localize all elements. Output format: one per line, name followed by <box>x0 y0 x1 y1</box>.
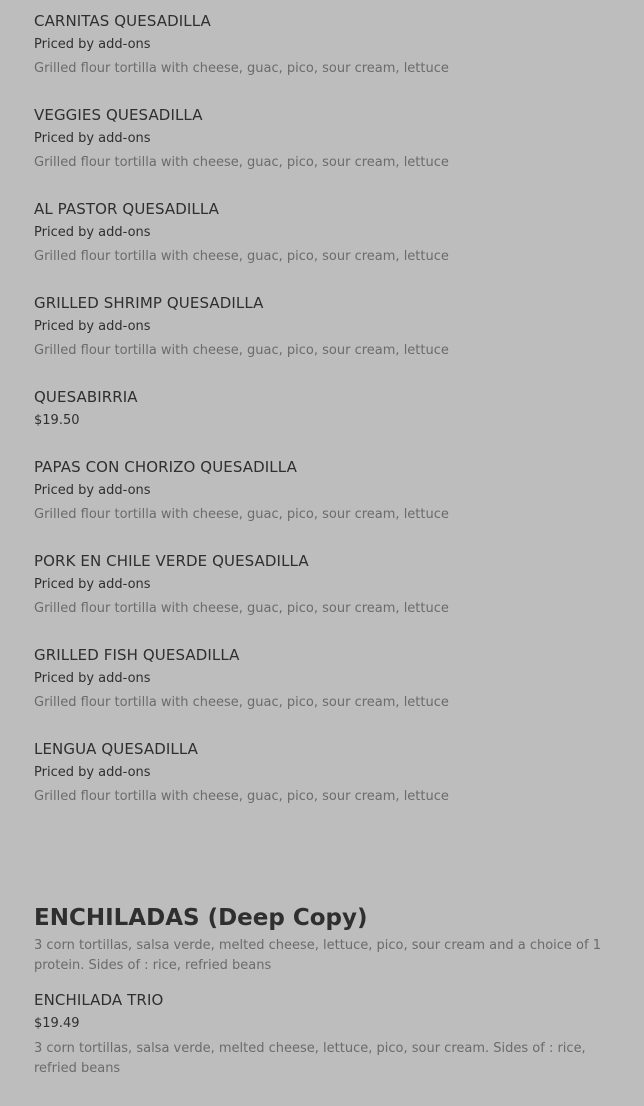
section-title: ENCHILADAS (Deep Copy) <box>34 905 368 931</box>
item-name: CARNITAS QUESADILLA <box>34 12 211 30</box>
item-description: Grilled flour tortilla with cheese, guac, pico, sour cream, lettuce <box>34 695 449 710</box>
menu-item[interactable] <box>34 457 624 524</box>
item-description: 3 corn tortillas, salsa verde, melted cheese, lettuce, pico, sour cream. Sides of : rice, refried beans <box>34 1041 586 1076</box>
item-price: $19.50 <box>34 413 80 428</box>
item-price: Priced by add-ons <box>34 131 151 146</box>
section-description: 3 corn tortillas, salsa verde, melted cheese, lettuce, pico, sour cream and a choice of 1 protein. Sides of : rice, refried beans <box>34 938 601 973</box>
item-price: Priced by add-ons <box>34 671 151 686</box>
item-name: VEGGIES QUESADILLA <box>34 106 203 124</box>
menu-item[interactable] <box>34 739 624 806</box>
menu-item[interactable] <box>34 11 624 78</box>
item-description: Grilled flour tortilla with cheese, guac, pico, sour cream, lettuce <box>34 155 449 170</box>
quesadilla-menu-list <box>34 11 624 833</box>
item-price: Priced by add-ons <box>34 37 151 52</box>
item-name: PAPAS CON CHORIZO QUESADILLA <box>34 458 297 476</box>
item-name: GRILLED FISH QUESADILLA <box>34 646 240 664</box>
item-price: Priced by add-ons <box>34 225 151 240</box>
menu-item[interactable] <box>34 645 624 712</box>
menu-item[interactable] <box>34 105 624 172</box>
enchiladas-section <box>34 902 624 1106</box>
menu-item[interactable] <box>34 199 624 266</box>
item-price: Priced by add-ons <box>34 319 151 334</box>
item-name: LENGUA QUESADILLA <box>34 740 199 758</box>
item-name: PORK EN CHILE VERDE QUESADILLA <box>34 552 309 570</box>
item-description: Grilled flour tortilla with cheese, guac, pico, sour cream, lettuce <box>34 601 449 616</box>
item-name: GRILLED SHRIMP QUESADILLA <box>34 294 264 312</box>
item-name: AL PASTOR QUESADILLA <box>34 200 220 218</box>
item-name: ENCHILADA TRIO <box>34 991 164 1009</box>
item-price: Priced by add-ons <box>34 483 151 498</box>
item-description: Grilled flour tortilla with cheese, guac, pico, sour cream, lettuce <box>34 343 449 358</box>
item-description: Grilled flour tortilla with cheese, guac, pico, sour cream, lettuce <box>34 249 449 264</box>
menu-item[interactable] <box>34 387 624 430</box>
item-price: Priced by add-ons <box>34 577 151 592</box>
menu-item[interactable] <box>34 551 624 618</box>
item-price: Priced by add-ons <box>34 765 151 780</box>
item-name: QUESABIRRIA <box>34 388 138 406</box>
item-description: Grilled flour tortilla with cheese, guac, pico, sour cream, lettuce <box>34 61 449 76</box>
menu-item[interactable] <box>34 293 624 360</box>
menu-item[interactable] <box>34 990 624 1079</box>
item-description: Grilled flour tortilla with cheese, guac, pico, sour cream, lettuce <box>34 789 449 804</box>
item-description: Grilled flour tortilla with cheese, guac, pico, sour cream, lettuce <box>34 507 449 522</box>
item-price: $19.49 <box>34 1016 80 1031</box>
